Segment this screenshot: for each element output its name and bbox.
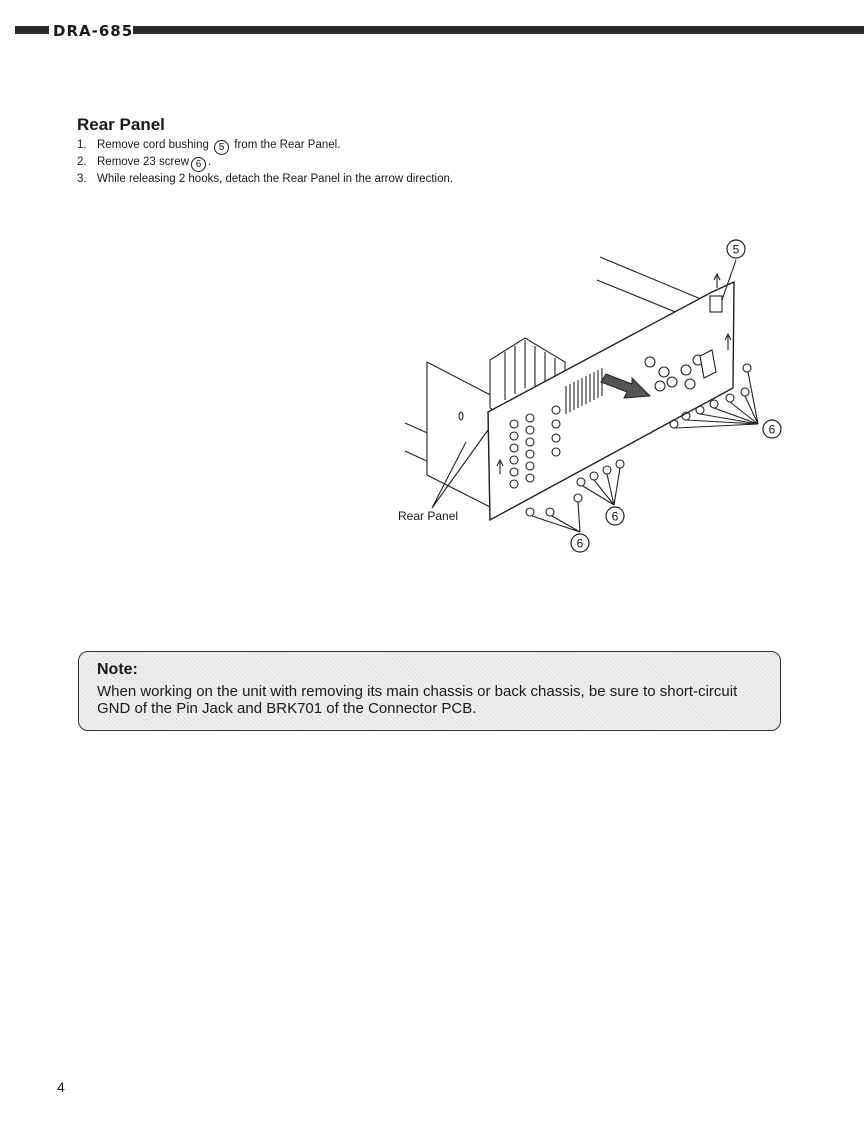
step-text-after: from the Rear Panel. [234,139,341,151]
callout-6-right-label: 6 [768,422,776,437]
note-body: When working on the unit with removing its main chassis or back chassis, be sure to short-circuit GND of the Pin Jack and BRK701 of the Connector PCB. [97,683,738,717]
rear-panel-plate [488,282,734,520]
step-number: 3. [77,173,87,185]
callout-6-bottom-label: 6 [576,536,584,551]
callout-6-bottom [571,534,589,552]
model-name: DRA-685 [53,22,134,40]
callout-5 [727,240,745,258]
section-title: Rear Panel [77,115,165,134]
step-number: 2. [77,156,87,168]
note-title: Note: [97,661,138,678]
callout-6-middle [606,507,624,525]
note-box [78,651,781,731]
page-number: 4 [57,1079,65,1095]
hook-arrow-icon [714,274,720,288]
step-number: 1. [77,139,87,151]
chassis-rail-line [600,257,708,302]
step-text: While releasing 2 hooks, detach the Rear Panel in the arrow direction. [97,173,454,185]
callout-5-label: 5 [732,242,740,257]
step-text: Remove 23 screw [97,156,190,168]
callout-6-right [763,420,781,438]
part-ref-6: 6 [191,157,206,172]
step-text-after: . [208,156,212,168]
cord-bushing [710,296,722,312]
rear-panel-label: Rear Panel [398,509,459,523]
leader-line [583,468,620,505]
leader-line [532,502,580,532]
part-ref-5: 5 [214,140,229,155]
step-text: Remove cord bushing [97,139,209,151]
callout-6-middle-label: 6 [611,509,619,524]
